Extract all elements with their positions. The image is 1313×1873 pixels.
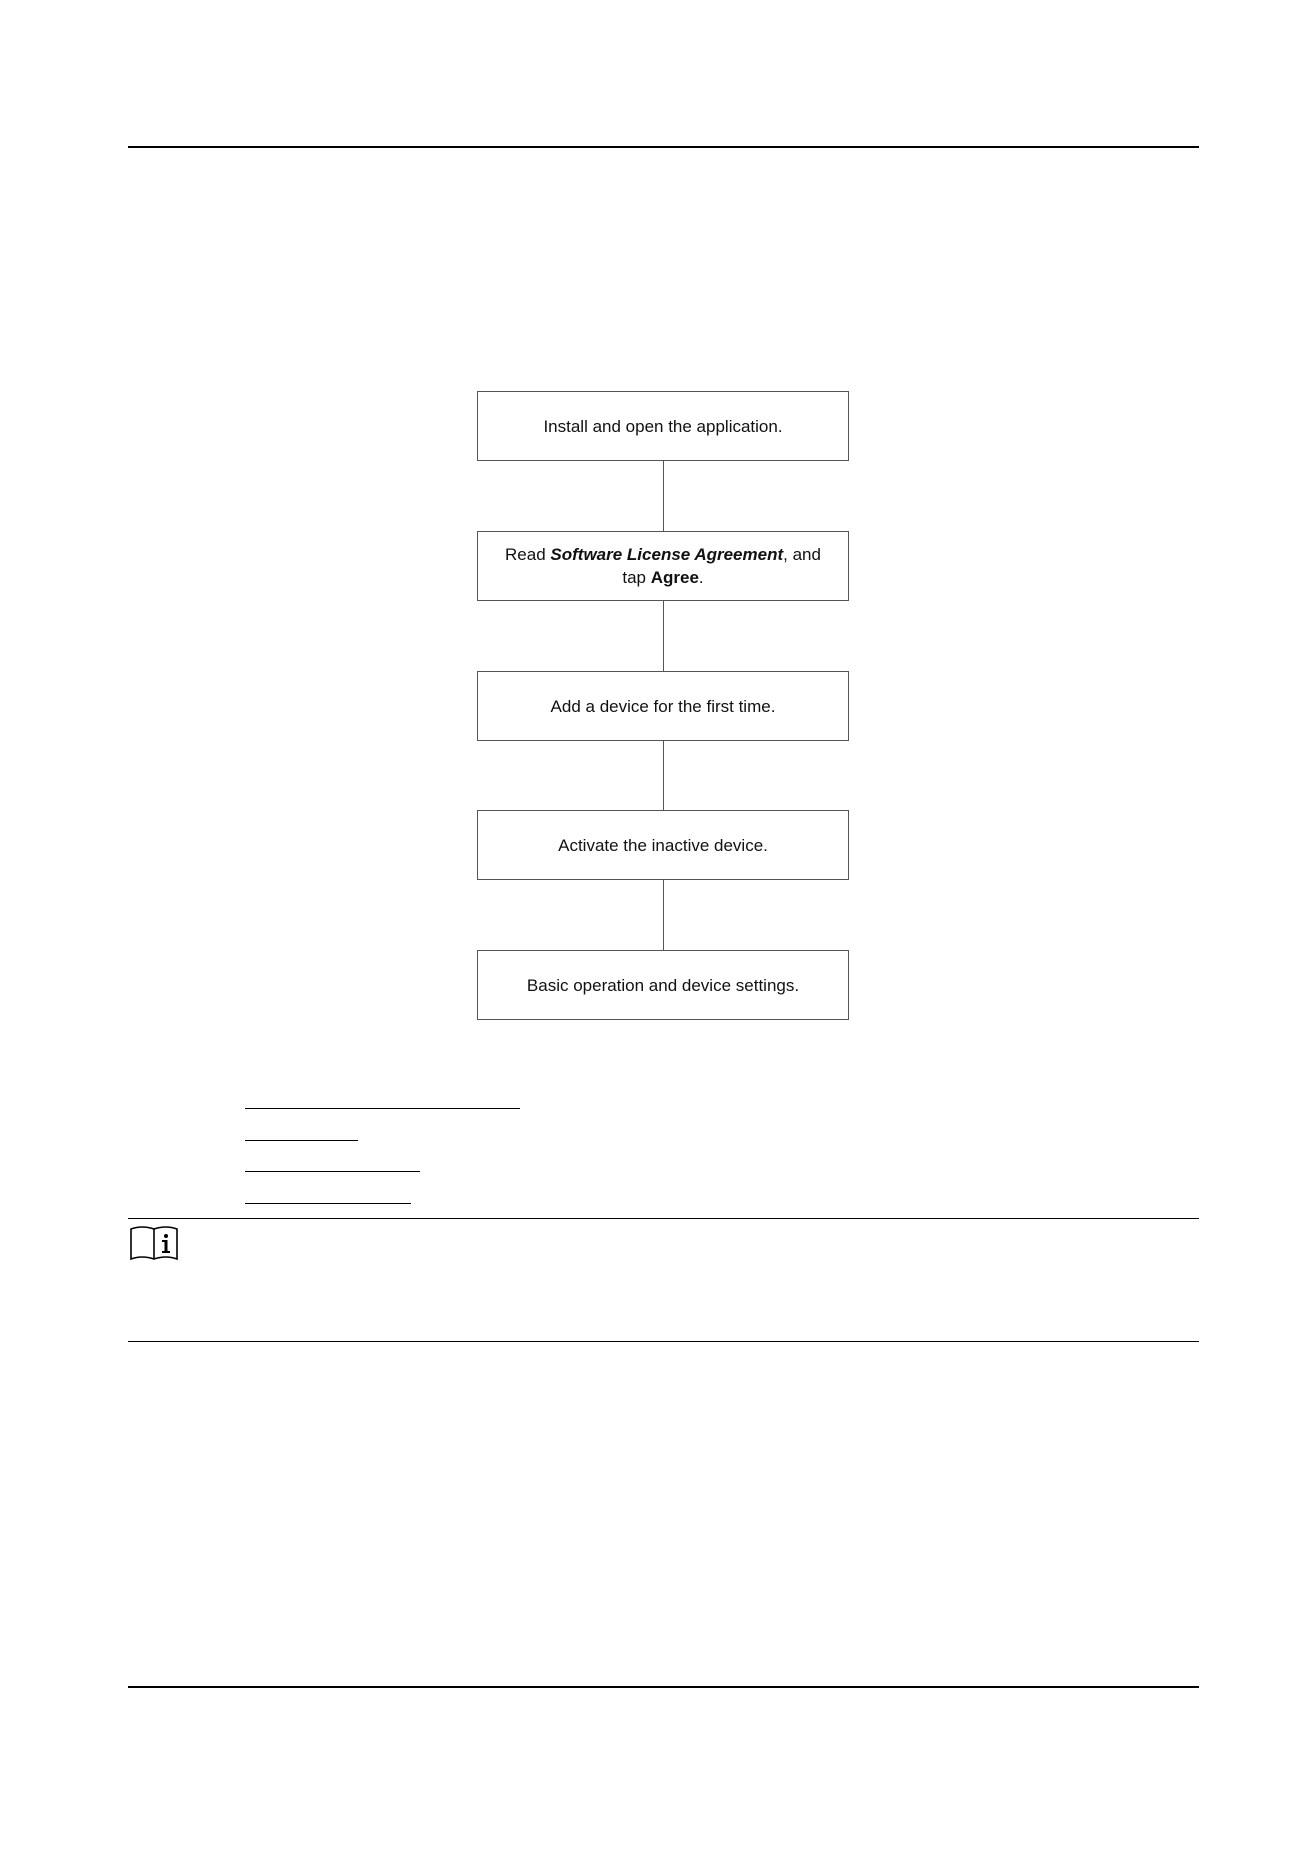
header-rule <box>128 146 1199 148</box>
footer-rule <box>128 1686 1199 1688</box>
flow-step-activate <box>477 810 849 880</box>
flow-step-text: Read Software License Agreement, and tap Agree. <box>505 545 821 587</box>
link-underline[interactable] <box>245 1108 520 1109</box>
link-underline[interactable] <box>245 1171 420 1172</box>
note-bottom-rule <box>128 1341 1199 1342</box>
note-book-info-icon <box>128 1224 180 1262</box>
license-agreement-label: Software License Agreement <box>550 545 784 564</box>
link-underline[interactable] <box>245 1140 358 1141</box>
flow-step-license <box>477 531 849 601</box>
flow-step-text: Basic operation and device settings. <box>526 975 800 995</box>
link-underline[interactable] <box>245 1203 411 1204</box>
flow-step-basic-operation <box>477 950 849 1020</box>
flow-step-text: Install and open the application. <box>543 416 783 436</box>
flow-connector <box>663 601 664 671</box>
flow-step-text: Activate the inactive device. <box>558 835 768 855</box>
flow-step-text: Add a device for the first time. <box>550 696 776 716</box>
flow-connector <box>663 741 664 811</box>
flow-step-install <box>477 391 849 461</box>
agree-label: Agree <box>650 568 699 587</box>
flow-connector <box>663 461 664 531</box>
flow-step-add-device <box>477 671 849 741</box>
note-top-rule <box>128 1218 1199 1219</box>
flow-connector <box>663 880 664 950</box>
